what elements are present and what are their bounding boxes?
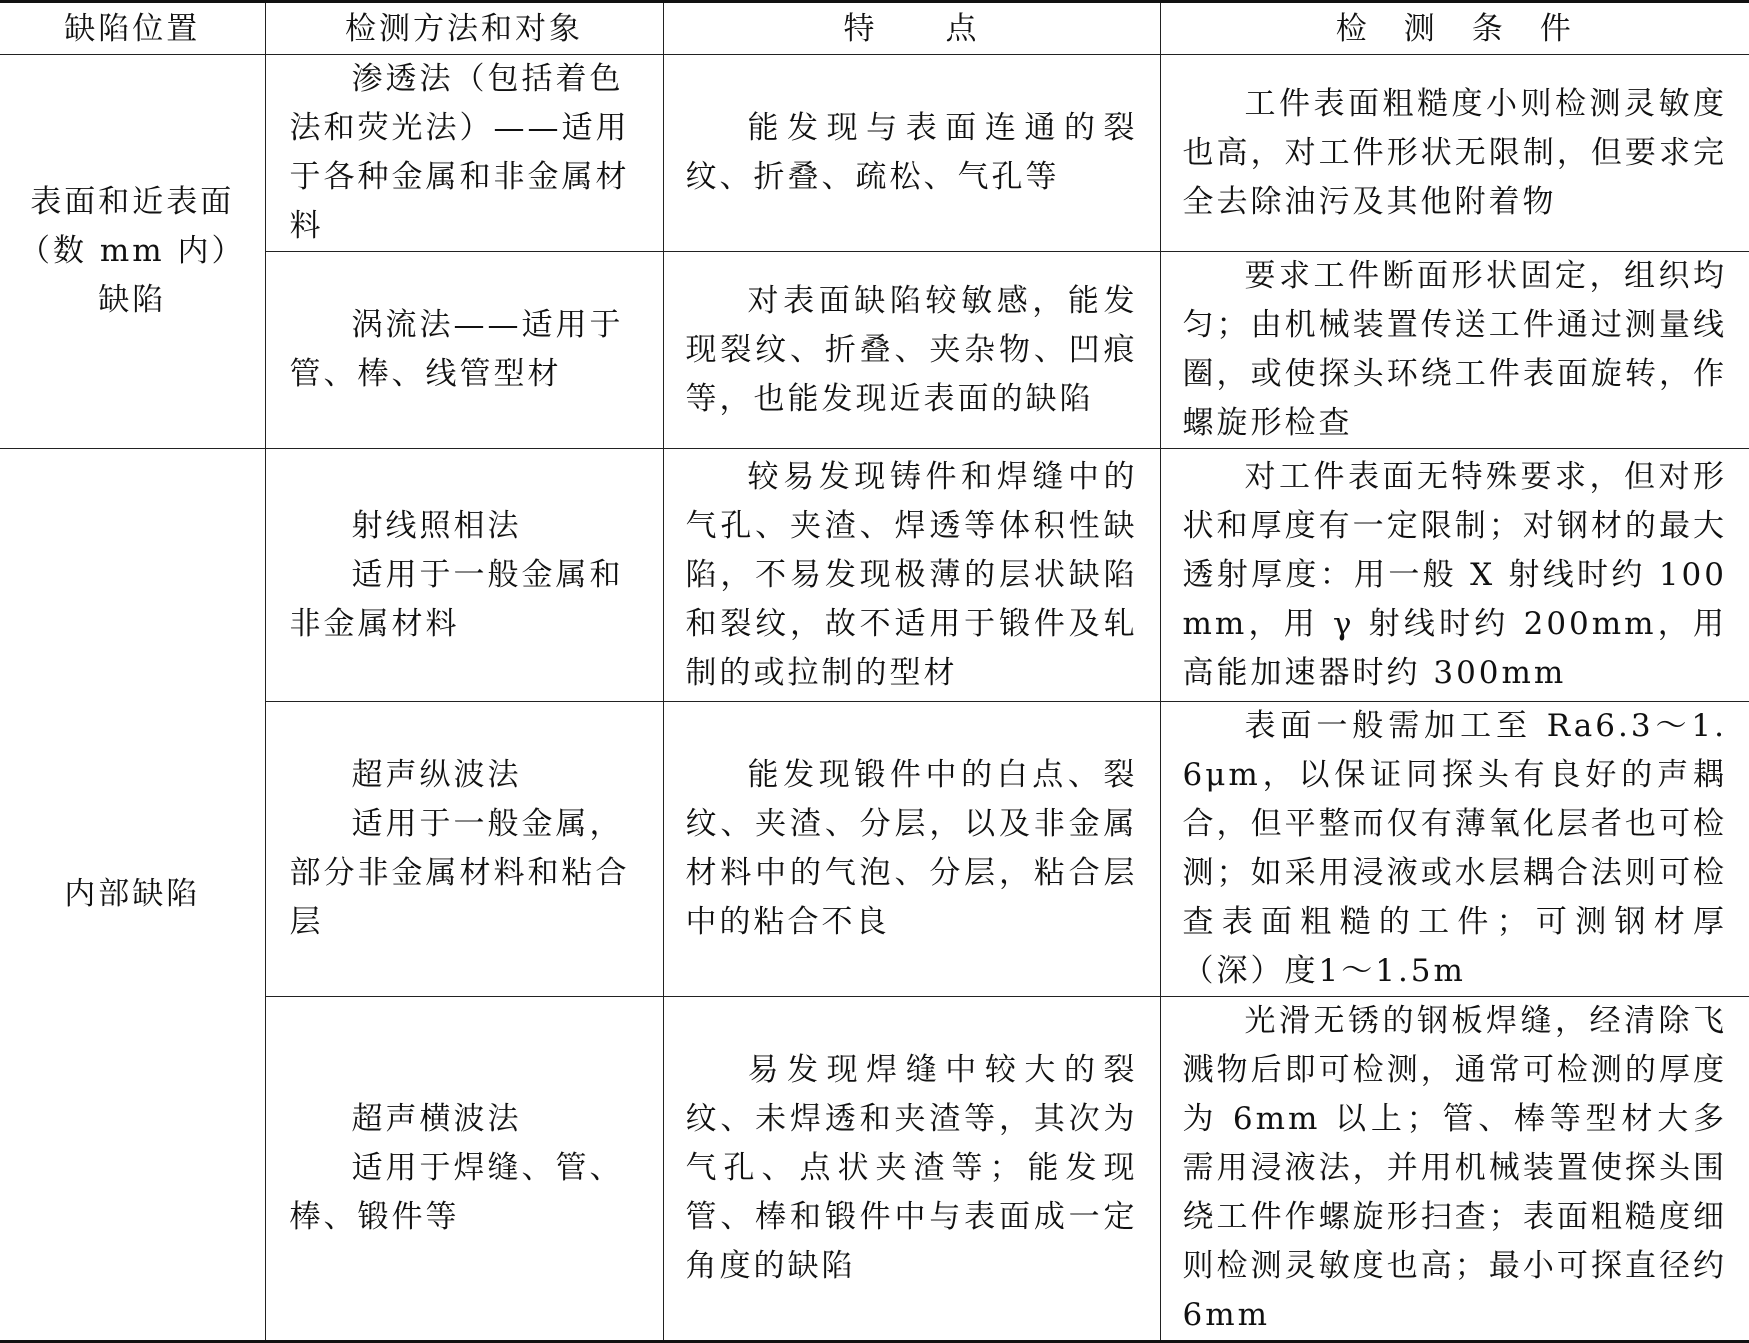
condition-text: 工件表面粗糙度小则检测灵敏度也高，对工件形状无限制，但要求完全去除油污及其他附着物: [1182, 85, 1727, 220]
feature-text: 易发现焊缝中较大的裂纹、未焊透和夹渣等，其次为气孔、点状夹渣等；能发现管、棒和锻件中与表面成一定角度的缺陷: [685, 1052, 1138, 1284]
method-text: 涡流法——适用于管、棒、线管型材: [289, 307, 624, 392]
method-cell: [265, 997, 663, 1342]
method-title: 超声横波法: [351, 1101, 522, 1137]
feature-text: 较易发现铸件和焊缝中的气孔、夹渣、焊透等体积性缺陷，不易发现极薄的层状缺陷和裂纹，故不适用于锻件及轧制的或拉制的型材: [685, 458, 1138, 691]
header-method-and-object: 检测方法和对象: [265, 2, 663, 55]
condition-cell: [1160, 449, 1749, 702]
method-title: 超声纵波法: [351, 757, 522, 793]
header-defect-location: 缺陷位置: [0, 2, 265, 55]
location-label: 内部缺陷: [64, 876, 201, 912]
method-cell: [265, 55, 663, 252]
feature-cell: [663, 449, 1160, 702]
feature-text: 能发现锻件中的白点、裂纹、夹渣、分层，以及非金属材料中的气泡、分层，粘合层中的粘合不良: [685, 757, 1138, 940]
feature-cell: [663, 997, 1160, 1342]
table-header-row: [0, 2, 1749, 55]
method-title: 射线照相法: [351, 507, 522, 544]
table-row: [0, 55, 1749, 252]
method-text: 渗透法（包括着色法和荧光法）——适用于各种金属和非金属材料: [289, 61, 630, 244]
condition-text: 要求工件断面形状固定，组织均匀；由机械装置传送工件通过测量线圈，或使探头环绕工件表面旋转，作螺旋形检查: [1182, 258, 1727, 441]
condition-text: 对工件表面无特殊要求，但对形状和厚度有一定限制；对钢材的最大透射厚度：用一般 X 射线时约 100mm，用 γ 射线时约 200mm，用高能加速器时约 300mm: [1182, 458, 1727, 691]
method-text: 适用于一般金属和非金属材料: [289, 556, 624, 642]
condition-cell: [1160, 997, 1749, 1342]
location-cell-internal: [0, 449, 265, 1342]
condition-cell: [1160, 702, 1749, 997]
feature-cell: [663, 702, 1160, 997]
feature-text: 对表面缺陷较敏感，能发现裂纹、折叠、夹杂物、凹痕等，也能发现近表面的缺陷: [685, 282, 1138, 417]
condition-cell: [1160, 252, 1749, 449]
condition-cell: [1160, 55, 1749, 252]
method-text: 适用于焊缝、管、棒、锻件等: [289, 1150, 624, 1235]
method-text: 适用于一般金属，部分非金属材料和粘合层: [289, 806, 630, 940]
condition-text: 表面一般需加工至 Ra6.3～1.6μm，以保证同探头有良好的声耦合，但平整而仅有薄氧化层者也可检测；如采用浸液或水层耦合法则可检查表面粗糙的工件；可测钢材厚（深）度1～1.5m: [1182, 708, 1727, 989]
header-features: 特 点: [663, 2, 1160, 55]
method-cell: [265, 702, 663, 997]
feature-text: 能发现与表面连通的裂纹、折叠、疏松、气孔等: [685, 110, 1138, 195]
location-label: 表面和近表面（数 mm 内）缺陷: [19, 184, 246, 318]
method-cell: [265, 449, 663, 702]
feature-cell: [663, 55, 1160, 252]
feature-cell: [663, 252, 1160, 449]
location-cell-surface: [0, 55, 265, 449]
condition-text: 光滑无锈的钢板焊缝，经清除飞溅物后即可检测，通常可检测的厚度为 6mm 以上；管、棒等型材大多需用浸液法，并用机械装置使探头围绕工件作螺旋形扫查；表面粗糙度细则检测灵敏度也高；最小可探直径约 6mm: [1182, 1003, 1727, 1333]
method-cell: [265, 252, 663, 449]
header-conditions: 检 测 条 件: [1160, 2, 1749, 55]
table-row: [0, 449, 1749, 702]
